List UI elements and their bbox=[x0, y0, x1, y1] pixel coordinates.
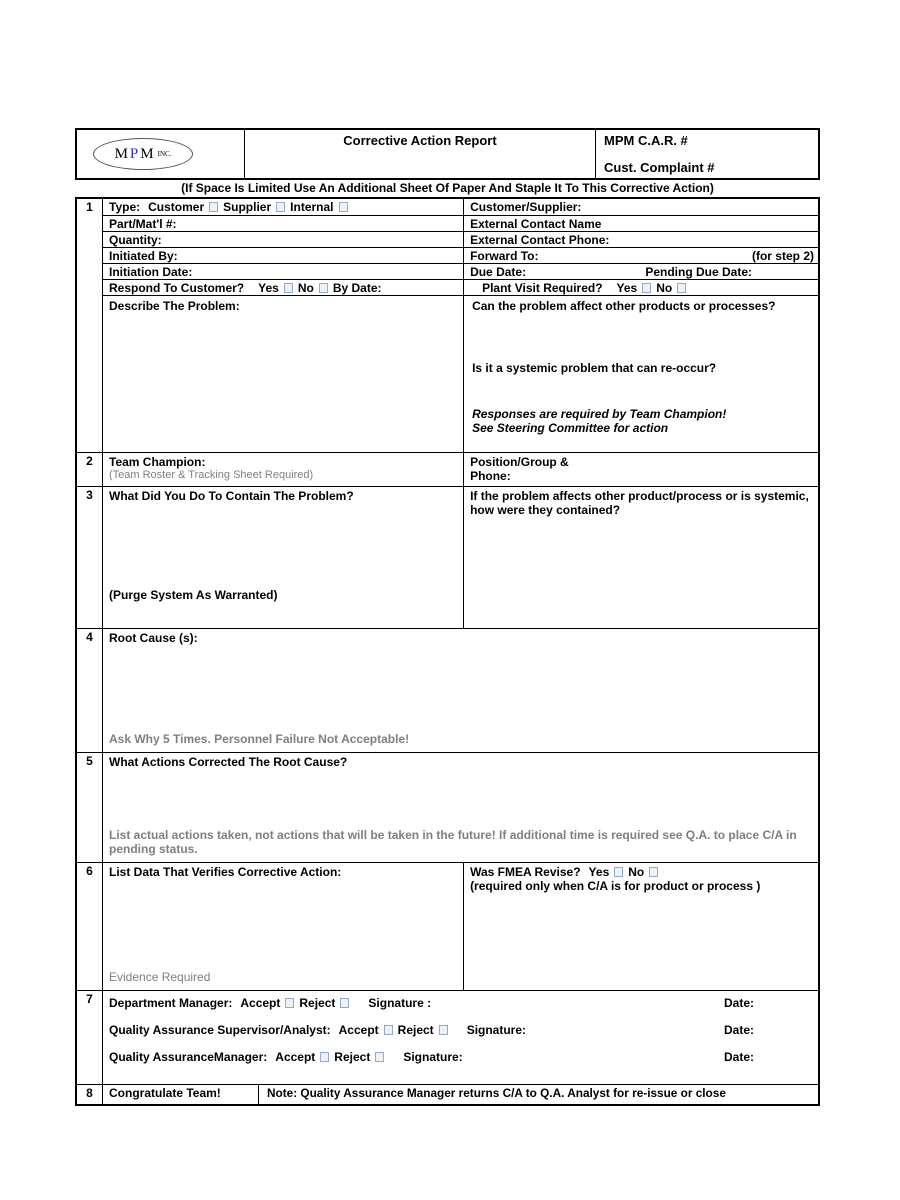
respond-yes-checkbox[interactable] bbox=[284, 283, 293, 293]
logo-inc-text: INC. bbox=[157, 150, 172, 158]
congratulate-team-label: Congratulate Team! bbox=[109, 1086, 221, 1100]
fmea-no-checkbox[interactable] bbox=[649, 867, 658, 877]
team-roster-note: (Team Roster & Tracking Sheet Required) bbox=[109, 469, 314, 481]
fmea-question-label: Was FMEA Revise? bbox=[470, 865, 581, 879]
respond-no-label: No bbox=[297, 280, 314, 295]
root-cause-label: Root Cause (s): bbox=[109, 631, 198, 645]
section-number: 6 bbox=[77, 863, 103, 990]
respond-no-checkbox[interactable] bbox=[319, 283, 328, 293]
section-2 bbox=[77, 452, 818, 486]
plant-visit-yes-checkbox[interactable] bbox=[642, 283, 651, 293]
root-cause-cell[interactable] bbox=[103, 629, 818, 752]
type-customer-checkbox[interactable] bbox=[209, 202, 218, 212]
type-customer-label: Customer bbox=[148, 200, 205, 214]
section-number: 7 bbox=[77, 991, 103, 1084]
part-number-label: Part/Mat'l #: bbox=[109, 216, 177, 231]
type-cell bbox=[103, 199, 464, 215]
steering-committee-note: See Steering Committee for action bbox=[472, 421, 669, 435]
corrective-action-form bbox=[75, 128, 820, 1106]
for-step-2-note: (for step 2) bbox=[751, 248, 814, 263]
section-1-cells bbox=[103, 199, 818, 452]
type-internal-label: Internal bbox=[290, 200, 334, 214]
section-4-cells bbox=[103, 629, 818, 752]
part-row bbox=[103, 215, 818, 231]
date-label: Date: bbox=[723, 1050, 754, 1064]
respond-row bbox=[103, 279, 818, 295]
due-date-label: Due Date: bbox=[470, 264, 527, 279]
type-internal-checkbox[interactable] bbox=[339, 202, 348, 212]
section-1 bbox=[77, 199, 818, 452]
describe-problem-row bbox=[103, 295, 818, 452]
purge-system-note: (Purge System As Warranted) bbox=[109, 588, 278, 602]
qa-supervisor-signature-line bbox=[109, 1023, 818, 1037]
forward-to-cell bbox=[464, 248, 818, 263]
systemic-contained-cell[interactable] bbox=[464, 487, 818, 628]
space-limited-note: (If Space Is Limited Use An Additional Sheet Of Paper And Staple It To This Corrective Action) bbox=[181, 181, 714, 195]
phone-label: Phone: bbox=[470, 469, 511, 483]
header-numbers-cell bbox=[596, 130, 818, 178]
systemic-question: Is it a systemic problem that can re-occur? bbox=[472, 361, 717, 375]
respond-cell bbox=[103, 280, 464, 295]
quantity-row bbox=[103, 231, 818, 247]
title-cell bbox=[245, 130, 596, 178]
qa-return-note: Note: Quality Assurance Manager returns C/A to Q.A. Analyst for re-issue or close bbox=[267, 1086, 726, 1100]
external-contact-name-label: External Contact Name bbox=[470, 216, 602, 231]
describe-problem-cell[interactable] bbox=[103, 296, 464, 452]
signature-label: Signature: bbox=[466, 1023, 527, 1037]
pending-due-date-label: Pending Due Date: bbox=[645, 264, 752, 279]
qa-manager-signature-line bbox=[109, 1050, 818, 1064]
accept-label: Accept bbox=[240, 996, 281, 1010]
fmea-question-line bbox=[470, 865, 812, 879]
signature-label: Signature : bbox=[368, 996, 432, 1010]
corrective-actions-cell[interactable] bbox=[103, 753, 818, 862]
dept-manager-accept-checkbox[interactable] bbox=[285, 998, 294, 1008]
team-champion-cell[interactable] bbox=[103, 453, 464, 486]
contain-problem-cell[interactable] bbox=[103, 487, 464, 628]
fmea-required-note: (required only when C/A is for product or process ) bbox=[470, 879, 761, 893]
problem-questions-cell bbox=[464, 296, 818, 452]
section-number: 5 bbox=[77, 753, 103, 862]
customer-supplier-cell bbox=[464, 199, 818, 215]
ask-why-note: Ask Why 5 Times. Personnel Failure Not Acceptable! bbox=[109, 732, 410, 746]
external-contact-phone-label: External Contact Phone: bbox=[470, 232, 610, 247]
form-table bbox=[75, 197, 820, 1106]
initiation-date-label: Initiation Date: bbox=[109, 264, 193, 279]
type-label: Type: bbox=[109, 200, 141, 214]
position-group-label: Position/Group & bbox=[470, 455, 569, 469]
date-label: Date: bbox=[723, 1023, 754, 1037]
signature-label: Signature: bbox=[403, 1050, 463, 1064]
actions-corrected-label: What Actions Corrected The Root Cause? bbox=[109, 755, 348, 769]
section-number: 4 bbox=[77, 629, 103, 752]
plant-visit-no-label: No bbox=[656, 280, 673, 295]
systemic-contained-question: If the problem affects other product/process or is systemic, how were they contained? bbox=[470, 489, 809, 517]
type-supplier-checkbox[interactable] bbox=[276, 202, 285, 212]
position-group-cell[interactable] bbox=[464, 453, 818, 486]
section-7-cells bbox=[103, 991, 818, 1084]
accept-label: Accept bbox=[338, 1023, 379, 1037]
plant-visit-yes-label: Yes bbox=[616, 280, 638, 295]
section-4 bbox=[77, 628, 818, 752]
section-6 bbox=[77, 862, 818, 990]
section-number: 2 bbox=[77, 453, 103, 486]
type-row bbox=[103, 199, 818, 215]
respond-label: Respond To Customer? bbox=[109, 280, 245, 295]
section-5 bbox=[77, 752, 818, 862]
form-title: Corrective Action Report bbox=[343, 133, 497, 148]
logo-letter-m2: M bbox=[140, 145, 156, 162]
evidence-required-note: Evidence Required bbox=[109, 970, 211, 984]
team-champion-label: Team Champion: bbox=[109, 455, 206, 469]
date-label: Date: bbox=[723, 996, 754, 1010]
section-5-cells bbox=[103, 753, 818, 862]
forward-to-label: Forward To: bbox=[470, 248, 539, 263]
describe-problem-label: Describe The Problem: bbox=[109, 299, 240, 313]
external-contact-name-cell bbox=[464, 216, 818, 231]
approver-label: Quality AssuranceManager: bbox=[109, 1050, 268, 1064]
approvals-cell bbox=[103, 991, 818, 1084]
part-cell bbox=[103, 216, 464, 231]
dept-manager-signature-line bbox=[109, 996, 818, 1010]
fmea-yes-checkbox[interactable] bbox=[614, 867, 623, 877]
respond-yes-label: Yes bbox=[258, 280, 279, 295]
verify-data-label: List Data That Verifies Corrective Action: bbox=[109, 865, 342, 879]
fmea-no-label: No bbox=[628, 865, 645, 879]
plant-visit-no-checkbox[interactable] bbox=[677, 283, 686, 293]
section-8 bbox=[77, 1084, 818, 1104]
plant-visit-cell bbox=[464, 280, 818, 295]
dept-manager-reject-checkbox[interactable] bbox=[340, 998, 349, 1008]
section-2-cells bbox=[103, 453, 818, 486]
form-header bbox=[75, 128, 820, 180]
affect-question: Can the problem affect other products or processes? bbox=[472, 299, 776, 313]
responses-required-note: Responses are required by Team Champion! bbox=[472, 407, 727, 421]
customer-supplier-label: Customer/Supplier: bbox=[470, 200, 582, 214]
mpm-logo bbox=[93, 138, 193, 170]
reject-label: Reject bbox=[397, 1023, 434, 1037]
qa-supervisor-accept-checkbox[interactable] bbox=[384, 1025, 393, 1035]
section-number: 8 bbox=[77, 1085, 103, 1104]
accept-label: Accept bbox=[275, 1050, 316, 1064]
initiation-date-cell bbox=[103, 264, 464, 279]
section-6-cells bbox=[103, 863, 818, 990]
initiation-date-row bbox=[103, 263, 818, 279]
initiated-by-cell bbox=[103, 248, 464, 263]
congratulate-team-cell bbox=[103, 1085, 259, 1104]
verify-data-cell[interactable] bbox=[103, 863, 464, 990]
qa-manager-accept-checkbox[interactable] bbox=[320, 1052, 329, 1062]
logo-letter-m1: M bbox=[114, 145, 130, 162]
by-date-label: By Date: bbox=[332, 280, 382, 295]
quantity-label: Quantity: bbox=[109, 232, 162, 247]
quantity-cell bbox=[103, 232, 464, 247]
qa-return-note-cell bbox=[259, 1085, 818, 1104]
logo-letter-p: P bbox=[129, 145, 141, 162]
section-3 bbox=[77, 486, 818, 628]
plant-visit-label: Plant Visit Required? bbox=[482, 280, 603, 295]
section-7 bbox=[77, 990, 818, 1084]
section-number: 1 bbox=[77, 199, 103, 452]
actions-taken-note: List actual actions taken, not actions that will be taken in the future! If additional time is required see Q.A. to place C/A in pending status. bbox=[109, 828, 797, 856]
fmea-cell bbox=[464, 863, 818, 990]
initiated-by-label: Initiated By: bbox=[109, 248, 178, 263]
approver-label: Department Manager: bbox=[109, 996, 233, 1010]
fmea-yes-label: Yes bbox=[588, 865, 610, 879]
section-3-cells bbox=[103, 487, 818, 628]
complaint-number-label: Cust. Complaint # bbox=[604, 160, 715, 175]
contain-problem-label: What Did You Do To Contain The Problem? bbox=[109, 489, 354, 503]
section-number: 3 bbox=[77, 487, 103, 628]
logo-cell bbox=[77, 130, 245, 178]
reject-label: Reject bbox=[334, 1050, 371, 1064]
approver-label: Quality Assurance Supervisor/Analyst: bbox=[109, 1023, 331, 1037]
external-contact-phone-cell bbox=[464, 232, 818, 247]
initiated-by-row bbox=[103, 247, 818, 263]
due-date-cell bbox=[464, 264, 818, 279]
qa-supervisor-reject-checkbox[interactable] bbox=[439, 1025, 448, 1035]
reject-label: Reject bbox=[299, 996, 336, 1010]
section-8-cells bbox=[103, 1085, 818, 1104]
car-number-label: MPM C.A.R. # bbox=[604, 133, 688, 148]
type-supplier-label: Supplier bbox=[223, 200, 272, 214]
qa-manager-reject-checkbox[interactable] bbox=[375, 1052, 384, 1062]
